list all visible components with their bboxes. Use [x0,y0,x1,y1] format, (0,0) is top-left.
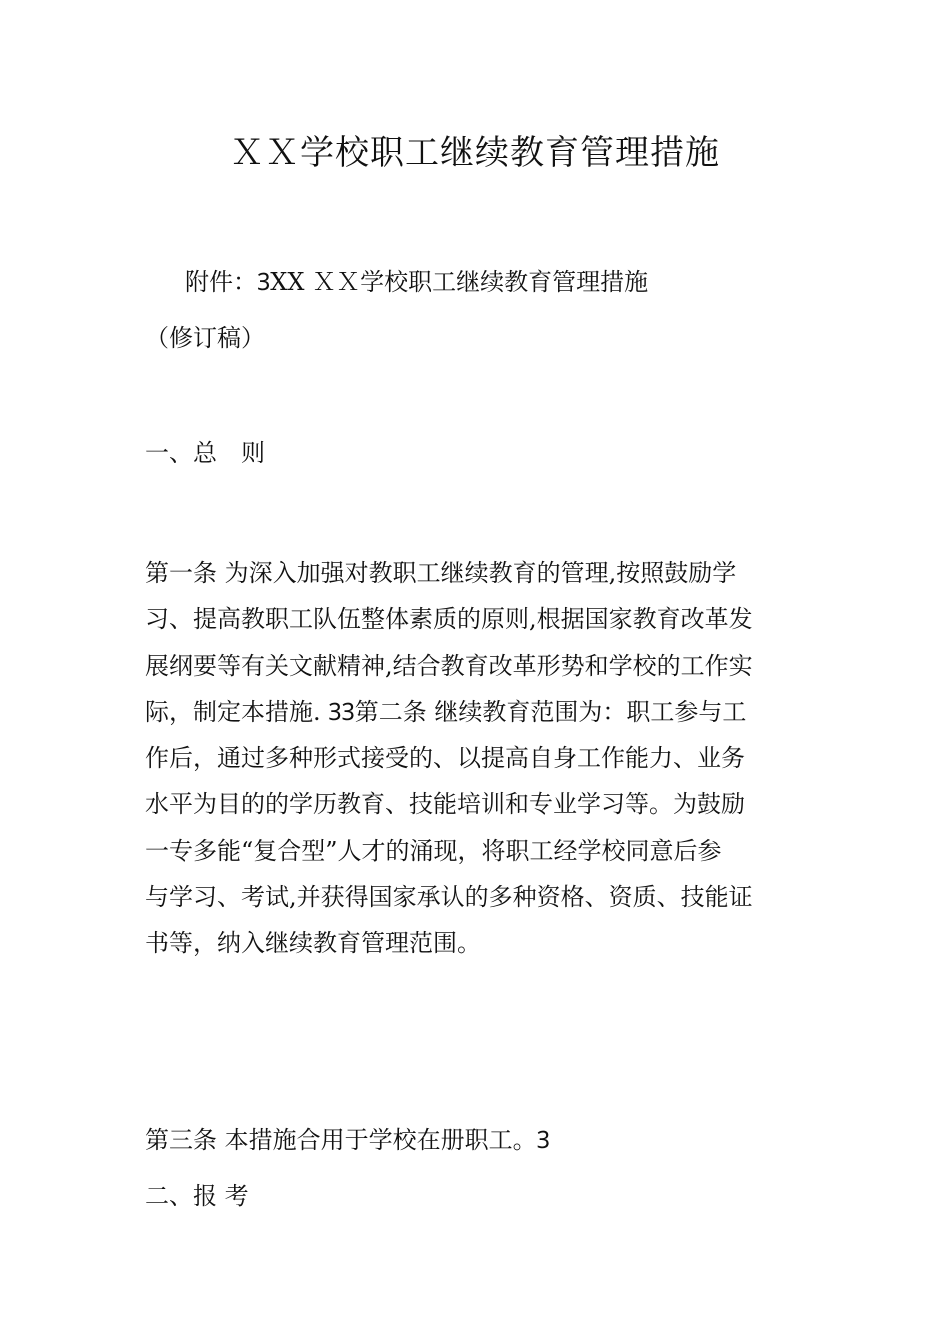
paragraph-line: 展纲要等有关文献精神,结合教育改革形势和学校的工作实 [145,651,753,680]
paragraph-line: 一专多能“复合型”人才的涌现，将职工经学校同意后参 [145,836,722,865]
article-paragraph [145,550,815,967]
article-three: 第三条 本措施合用于学校在册职工。Ꝫ [145,1126,550,1154]
paragraph-line: 作后，通过多种形式接受的、以提高自身工作能力、业务 [145,744,745,773]
paragraph-line: 与学习、考试,并获得国家承认的多种资格、资质、技能证 [145,883,753,912]
paragraph-line: 书等，纳入继续教育管理范围。 [145,929,481,958]
paragraph-line: 习、提高教职工队伍整体素质的原则,根据国家教育改革发 [145,605,753,634]
section-heading-registration: 二、报 考 [145,1182,249,1210]
attachment-line: 附件：ꝪXX ＸＸ学校职工继续教育管理措施 [185,268,649,296]
paragraph-line: 水平为目的的学历教育、技能培训和专业学习等。为鼓励 [145,790,745,819]
paragraph-line: 第一条 为深入加强对教职工继续教育的管理,按照鼓励学 [145,559,737,587]
revision-label: （修订稿） [145,324,265,352]
document-title: ＸＸ学校职工继续教育管理措施 [230,133,720,173]
section-heading-general: 一、总 则 [145,439,265,467]
paragraph-line: 际，制定本措施. ꝪꝪ第二条 继续教育范围为：职工参与工 [145,697,747,726]
